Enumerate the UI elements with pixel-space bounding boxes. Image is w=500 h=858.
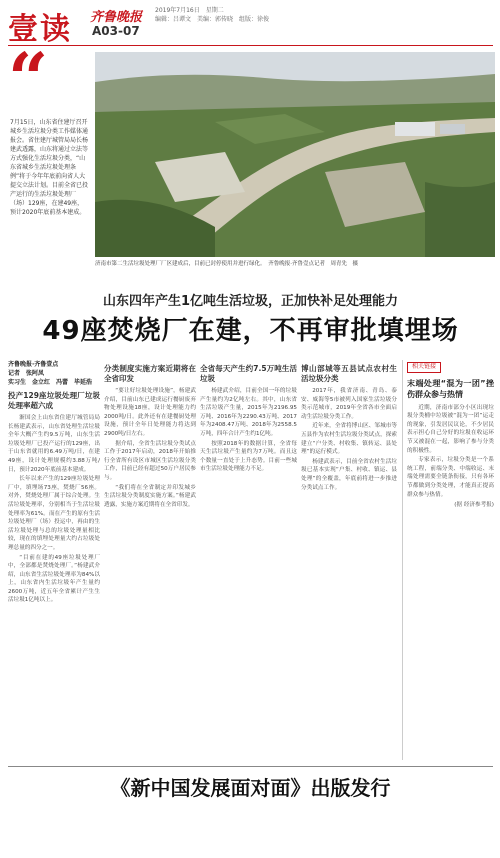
article-column-3 xyxy=(200,360,297,760)
sidebar-title: 末端处理“混为一团”挫伤群众参与热情 xyxy=(407,378,494,399)
paragraph: “目前在建的49座垃圾处理厂中，全部都是焚烧处理厂。”杨建武介绍，山东省生活垃圾处理率为84%以上，山东省内生活垃圾年产生量约2600万吨，近五年全省累计产生生活垃圾1亿吨以上。 xyxy=(8,554,100,604)
paragraph: 近期，济南市部分小区出现垃圾分类桶中垃圾被“混为一团”运走的现象，引发居民议论，不少居民表示担心自己分好的垃圾在收运环节又被混在一起，影响了参与分类的积极性。 xyxy=(407,404,494,454)
summary-text: 7月15日，山东省住建厅召开城乡生活垃圾分类工作媒体通报会。省住建厅城管局局长杨建武透露，山东将通过立法等方式强化生活垃圾分类，“山东省城乡生活垃圾处理条例”将于今年年底前向省人大提交立法计划。目前全省已投产运行的生活垃圾处理厂（场）129座，在建49座，预计2020年底前基本建成。 xyxy=(10,119,89,216)
paragraph: “我们将在全省制定并印发城乡生活垃圾分类制度实施方案。”杨建武透露，实施方案近期将在全省印发。 xyxy=(104,484,196,508)
section-heading: 投产129座垃圾处理厂垃圾处理率超六成 xyxy=(8,391,100,410)
paragraph: 专家表示，垃圾分类是一个系统工程，前端分类、中端收运、末端处理需要全链条衔接，只有各环节都做到分类处理，才能真正提高群众参与热情。 xyxy=(407,457,494,498)
section-heading: 全省每天产生约7.5万吨生活垃圾 xyxy=(200,364,297,383)
paragraph: 2017年，我省济南、青岛、泰安、威海等5市被列入国家生活垃圾分类示范城市，2019年全省各市全面启动生活垃圾分类工作。 xyxy=(301,388,397,420)
landfill-photo-illustration xyxy=(95,52,495,257)
paragraph: 杨建武介绍，目前全国一年的垃圾产生量约为2亿吨左右。其中，山东省生活垃圾产生量，2015年为2196.95万吨、2016年为2290.43万吨、2017年为2408.47万吨、2018年为2558.5万吨，四年合计产生约1亿吨。 xyxy=(200,388,297,437)
photo-caption: 济南市第二生活垃圾处理厂厂区建成后，目前已封停使用并进行绿化。 齐鲁晚报·齐鲁壹点记者 周青先 摄 xyxy=(95,261,359,267)
sidebar-source: (据 经济参考报) xyxy=(454,502,494,509)
paragraph: 长年以来产生的129座垃圾处理厂中，填埋场73座，焚烧厂56座。对外，焚烧处理厂属于综合处理。生活垃圾处理率，分别相当于生活垃圾处理率为61%。而在产生的原有生活垃圾处理厂（场）投运中，再由的生活垃圾处理与总的垃圾处理量相比较，现在的填埋处理量大约占垃圾处理总量的四分之一。 xyxy=(8,476,100,551)
paragraph: 杨建武表示，目前全省农村生活垃圾已基本实现“户集、村收、镇运、县处理”的全覆盖，年底前将进一步推进分类试点工作。 xyxy=(301,458,397,491)
header-rule xyxy=(8,45,493,46)
paragraph: 按照2018年的数据计算，全省每天生活垃圾产生量约为7万吨。而且这个数量一直处于上升态势。目前一些城市生活垃圾处理能力不足。 xyxy=(200,440,297,473)
header-meta xyxy=(155,6,269,24)
byline-reporter: 记者 张阿凤 xyxy=(8,370,45,377)
article-headline: 49座焚烧厂在建，不再审批填埋场 xyxy=(42,316,459,346)
paragraph: 近年来，全省将博山区、邹城市等五县作为农村生活垃圾分类试点，探索建立“户分类、村收集、镇转运、县处理”的运行模式。 xyxy=(301,423,397,456)
paragraph: “要让好垃圾处理设施”，杨建武介绍，目前山东已建成运行餐厨废弃物处理设施18座，设计处理能力约2000吨/日。此外还有在建餐厨处理设施，预计全年日处理能力将达到2900吨/日左右。 xyxy=(104,388,196,437)
header-date: 2019年7月16日 星期二 xyxy=(155,7,224,14)
related-link-tag: 相关链接 xyxy=(407,362,441,373)
section-heading: 分类制度实施方案近期将在全省印发 xyxy=(104,364,196,383)
paragraph: 渐国会上山东省住建厅城管局局长杨建武表示，山东省处理生活垃圾全年大概产生约9.5万吨，山东生活垃圾处理厂已投产运行的129座，出于山东省就用的6.49万吨/日，在建49座，设计处理规模约3.88万吨/日，预计2020年底前基本建成。 xyxy=(8,415,100,473)
header-editors: 编辑：吕谭文 美编：郭传晓 组版：徐俊 xyxy=(155,16,270,23)
book-news-headline: 《新中国发展面对面》出版发行 xyxy=(110,776,391,800)
page-number: A03-07 xyxy=(92,24,140,38)
article-column-4 xyxy=(301,360,397,760)
section-heading: 博山部城等五县试点农村生活垃圾分类 xyxy=(301,364,397,383)
article-column-2 xyxy=(104,360,196,760)
byline-outlet: 齐鲁晚报·齐鲁壹点 xyxy=(8,361,59,368)
article-subheadline: 山东四年产生1亿吨生活垃圾，正加快补足处理能力 xyxy=(102,294,399,309)
related-link-sidebar xyxy=(402,360,494,760)
quote-mark-icon: “ xyxy=(8,37,49,120)
page-header xyxy=(0,0,500,48)
article-column-1 xyxy=(8,360,100,760)
paragraph: 据介绍，全省生活垃圾分类试点工作于2017年启动，2018年开始推行全省所有设区市城区生活垃圾分类工作，目前已经有超过50万户居民参与。 xyxy=(104,440,196,481)
section-title: 壹读 xyxy=(8,12,72,47)
landfill-photo xyxy=(95,52,495,257)
section-divider xyxy=(8,766,493,767)
byline-interns: 实习生 金立红 冯蕾 毕延浩 xyxy=(8,379,93,386)
newspaper-logo: 齐鲁晚报 xyxy=(90,10,143,25)
